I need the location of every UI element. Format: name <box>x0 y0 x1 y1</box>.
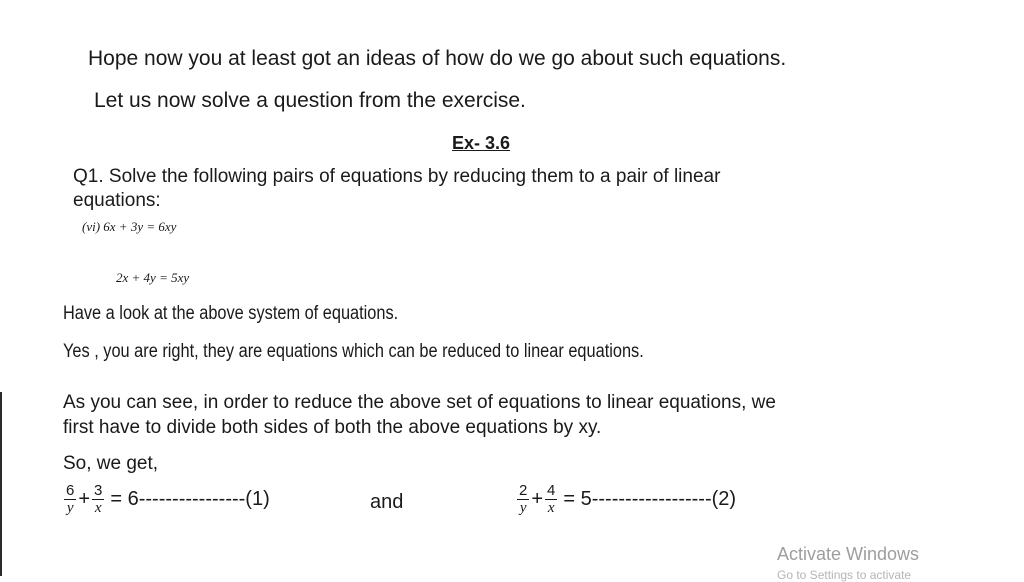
fraction-3-over-x: $\frac{3}{x}$ <box>94 482 103 516</box>
equation-1-rhs: = 6----------------(1) <box>110 488 270 510</box>
and-text: and <box>370 491 404 513</box>
equation-2-rhs: = 5------------------(2) <box>563 488 737 510</box>
so-we-get: So, we get, <box>63 453 159 474</box>
equation-vi-first: (vi) 6x + 3y = 6xy <box>82 219 177 234</box>
plus-sign: + <box>531 488 544 510</box>
fraction-2-over-y: $\frac{2}{y}$ <box>519 482 528 516</box>
intro-line-1: Hope now you at least got an ideas of how do we go about such equations. <box>88 47 787 70</box>
explanation-para-line-2: first have to divide both sides of both the above equations by xy. <box>63 417 602 438</box>
equation-2 <box>515 483 736 516</box>
right-line: Yes , you are right, they are equations which can be reduced to linear equations. <box>63 341 644 362</box>
fraction-4-over-x: $\frac{4}{x}$ <box>547 482 556 516</box>
activate-windows-watermark: Activate Windows <box>777 544 920 564</box>
activate-windows-subtitle: Go to Settings to activate <box>777 568 912 582</box>
look-line: Have a look at the above system of equations. <box>63 303 399 324</box>
question-line-1: Q1. Solve the following pairs of equations by reducing them to a pair of linear <box>73 166 721 187</box>
equation-vi-second: 2x + 4y = 5xy <box>116 270 190 285</box>
exercise-title: Ex- 3.6 <box>452 133 511 153</box>
left-edge-divider <box>0 392 2 576</box>
fraction-6-over-y: $\frac{6}{y}$ <box>66 482 75 516</box>
question-line-2: equations: <box>73 190 161 211</box>
intro-line-2: Let us now solve a question from the exercise. <box>94 89 526 112</box>
explanation-para-line-1: As you can see, in order to reduce the above set of equations to linear equations, we <box>63 392 776 413</box>
equation-1 <box>62 483 270 516</box>
plus-sign: + <box>78 488 91 510</box>
